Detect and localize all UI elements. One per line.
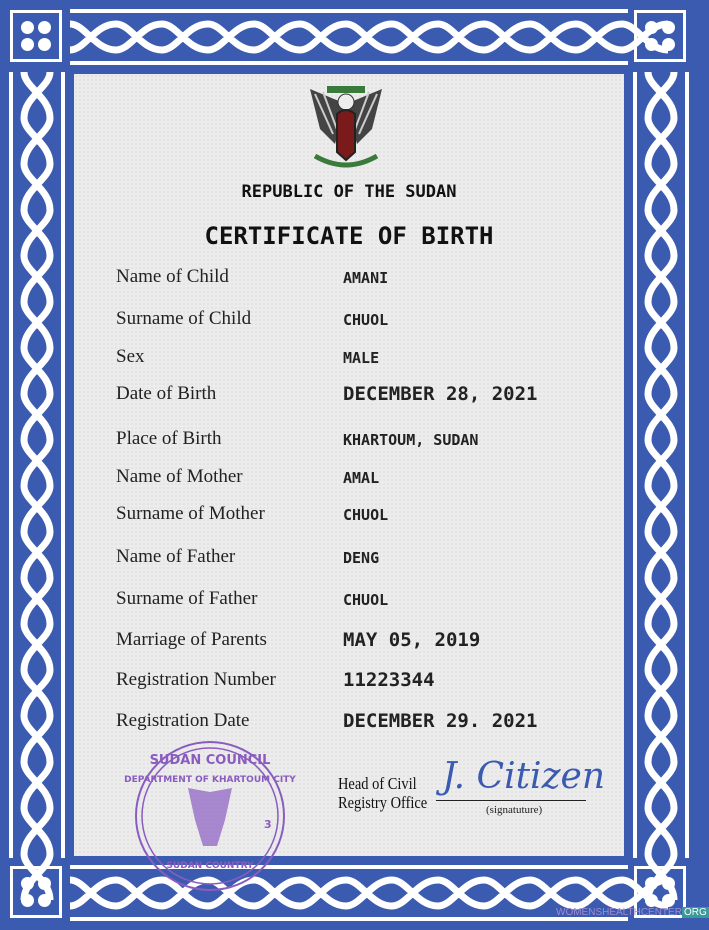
field-label: Marriage of Parents bbox=[116, 629, 267, 650]
field-label: Name of Father bbox=[116, 546, 236, 567]
official-stamp bbox=[118, 740, 302, 892]
sudan-eagle-emblem-icon bbox=[305, 84, 387, 176]
stamp-ring-text: DEPARTMENT OF KHARTOUM CITY bbox=[124, 775, 296, 785]
field-label: Name of Mother bbox=[116, 466, 243, 487]
field-value: AMANI bbox=[343, 269, 389, 287]
corner-ornament bbox=[10, 866, 62, 918]
field-value: DECEMBER 28, 2021 bbox=[343, 383, 538, 405]
field-label: Surname of Father bbox=[116, 588, 258, 609]
field-value: KHARTOUM, SUDAN bbox=[343, 431, 479, 449]
field-value: CHUOL bbox=[343, 311, 389, 329]
office-line-1: Head of Civil bbox=[338, 774, 417, 793]
corner-ornament bbox=[10, 10, 62, 62]
office-label bbox=[338, 774, 434, 812]
watermark bbox=[556, 907, 709, 918]
field-value: DENG bbox=[343, 549, 380, 567]
field-label: Surname of Child bbox=[116, 308, 252, 329]
left-border-braid bbox=[8, 72, 66, 858]
signature: J. Citizen bbox=[442, 756, 606, 797]
field-label: Registration Number bbox=[116, 669, 276, 690]
certificate-title: CERTIFICATE OF BIRTH bbox=[204, 222, 494, 250]
field-label: Name of Child bbox=[116, 266, 229, 287]
corner-ornament bbox=[634, 10, 686, 62]
field-label: Date of Birth bbox=[116, 383, 217, 404]
top-border-braid bbox=[70, 8, 628, 66]
field-label: Registration Date bbox=[116, 710, 250, 731]
field-value: CHUOL bbox=[343, 506, 389, 524]
stamp-top-text: SUDAN COUNCIL bbox=[149, 753, 271, 768]
stamp-bottom-text: SUDAN COUNTRY bbox=[166, 861, 254, 871]
field-label: Place of Birth bbox=[116, 428, 222, 449]
field-value: AMAL bbox=[343, 469, 380, 487]
stamp-number: 3 bbox=[264, 818, 272, 831]
field-value: 11223344 bbox=[343, 669, 435, 691]
signature-caption: (signatuture) bbox=[486, 804, 543, 816]
field-label: Surname of Mother bbox=[116, 503, 265, 524]
field-value: MAY 05, 2019 bbox=[343, 629, 481, 651]
watermark-text: WOMENSHEALTHCENTER bbox=[556, 907, 682, 918]
watermark-suffix: ORG bbox=[683, 907, 707, 918]
right-border-braid bbox=[632, 72, 690, 858]
country-heading: REPUBLIC OF THE SUDAN bbox=[241, 182, 457, 202]
signature-line bbox=[436, 800, 586, 801]
field-value: MALE bbox=[343, 349, 380, 367]
field-label: Sex bbox=[116, 346, 145, 367]
field-value: CHUOL bbox=[343, 591, 389, 609]
office-line-2: Registry Office bbox=[338, 793, 428, 812]
stamp-eagle-icon bbox=[188, 788, 232, 846]
field-value: DECEMBER 29. 2021 bbox=[343, 710, 538, 732]
